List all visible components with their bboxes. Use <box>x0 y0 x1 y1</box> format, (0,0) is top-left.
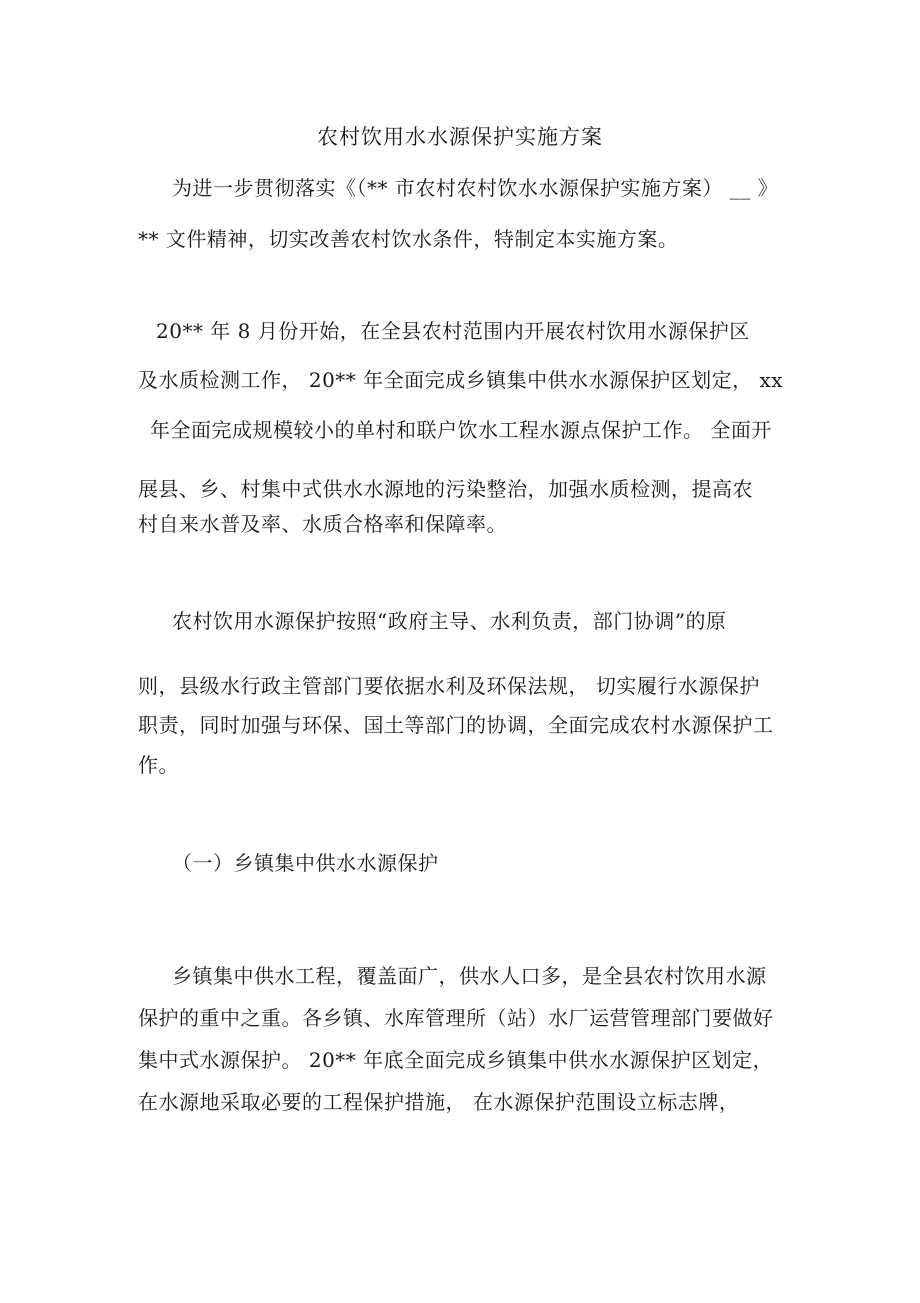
paragraph-3-line-1: 农村饮用水源保护按照“政府主导、水利负责，部门协调”的原 <box>172 609 727 633</box>
paragraph-3-line-2: 则，县级水行政主管部门要依据水利及环保法规， 切实履行水源保护 <box>138 674 760 698</box>
paragraph-2-line-5: 村自来水普及率、水质合格率和保障率。 <box>138 512 507 536</box>
paragraph-5-line-2: 保护的重中之重。各乡镇、水库管理所（站）水厂运营管理部门要做好 <box>138 1006 774 1030</box>
paragraph-5-line-1: 乡镇集中供水工程，覆盖面广，供水人口多，是全县农村饮用水源 <box>172 964 767 988</box>
paragraph-1-line-1: 为进一步贯彻落实《（** 市农村农村饮水水源保护实施方案） __ 》 <box>172 176 779 200</box>
paragraph-2-line-2: 及水质检测工作， 20** 年全面完成乡镇集中供水水源保护区划定， xx <box>138 368 784 392</box>
paragraph-2-line-4: 展县、乡、村集中式供水水源地的污染整治，加强水质检测，提高农 <box>138 477 753 501</box>
paragraph-3-line-4: 作。 <box>138 753 179 777</box>
section-heading: （一）乡镇集中供水水源保护 <box>172 851 439 875</box>
document-title: 农村饮用水水源保护实施方案 <box>317 125 603 149</box>
paragraph-5-line-4: 在水源地采取必要的工程保护措施， 在水源保护范围设立标志牌， <box>138 1090 740 1114</box>
paragraph-5-line-3: 集中式水源保护。 20** 年底全面完成乡镇集中供水水源保护区划定， <box>138 1048 774 1072</box>
paragraph-1-line-2: ** 文件精神，切实改善农村饮水条件，特制定本实施方案。 <box>138 227 679 251</box>
paragraph-3-line-3: 职责，同时加强与环保、国土等部门的协调，全面完成农村水源保护工 <box>138 713 774 737</box>
paragraph-2-line-3: 年全面完成规模较小的单村和联户饮水工程水源点保护工作。 全面开 <box>150 418 772 442</box>
paragraph-2-line-1: 20** 年 8 月份开始，在全县农村范围内开展农村饮用水源保护区 <box>156 319 750 343</box>
